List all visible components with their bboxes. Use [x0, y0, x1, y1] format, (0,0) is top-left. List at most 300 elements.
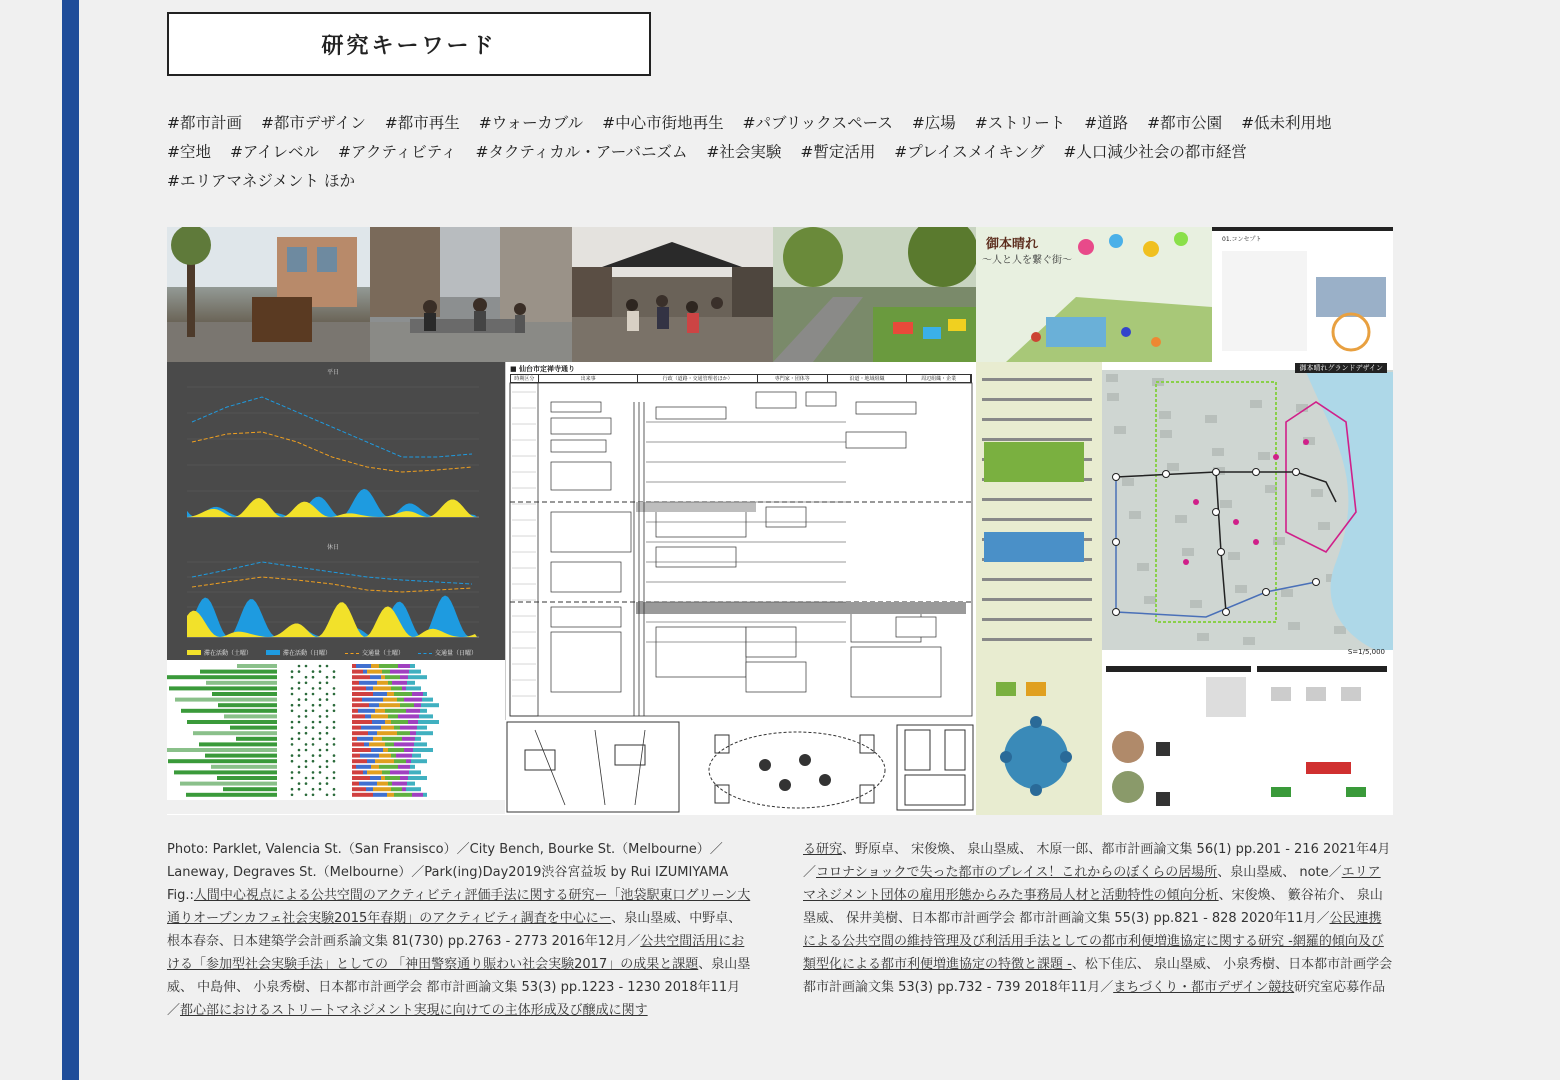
paper-link-5[interactable]: エリアマネジメント団体の雇用形態からみた事務局人材と活動特性の傾向分析 — [803, 865, 1381, 903]
matrix-dot — [298, 738, 301, 741]
stacked-bar-segment — [398, 765, 410, 769]
green-bar — [237, 664, 277, 668]
map-node — [1113, 609, 1120, 616]
stacked-bar-segment — [373, 737, 382, 741]
map-block — [1288, 622, 1300, 630]
matrix-dot — [312, 794, 315, 797]
keyword-tag: #アイレベル — [229, 143, 320, 161]
stacked-bar-segment — [367, 670, 382, 674]
matrix-dot — [298, 766, 301, 769]
green-bar — [200, 670, 277, 674]
stacked-bar-segment — [392, 782, 407, 786]
map-side-text — [982, 418, 1092, 421]
map-side-figure — [984, 442, 1084, 482]
map-block — [1137, 563, 1149, 571]
keyword-tag: #社会実験 — [706, 143, 782, 161]
stacked-bar-segment — [372, 720, 385, 724]
stacked-bar-segment — [359, 782, 377, 786]
stacked-bar-segment — [421, 703, 439, 707]
matrix-dot — [312, 726, 315, 729]
timeline-box — [806, 392, 836, 406]
map-block — [1212, 448, 1224, 456]
stacked-bar-segment — [352, 670, 363, 674]
matrix-dot — [305, 782, 308, 785]
stacked-bar-segment — [359, 681, 377, 685]
green-bar — [224, 714, 277, 718]
map-block — [1159, 411, 1171, 419]
stacked-bar-segment — [352, 709, 358, 713]
photo-city-bench-scene — [370, 227, 572, 362]
matrix-dot — [305, 682, 308, 685]
matrix-dot — [319, 698, 322, 701]
chart-legend — [187, 648, 477, 657]
matrix-dot — [291, 794, 294, 797]
matrix-dot — [291, 693, 294, 696]
map-node — [1213, 509, 1220, 516]
stacked-bar-segment — [406, 709, 420, 713]
map-block — [1220, 500, 1232, 508]
stacked-bar-segment — [388, 748, 404, 752]
stacked-bar-segment — [415, 737, 421, 741]
activity-area — [187, 489, 477, 517]
keyword-tag: #道路 — [1084, 114, 1129, 132]
stacked-bar-segment — [391, 787, 402, 791]
matrix-dot — [305, 693, 308, 696]
stacked-bar-segment — [385, 720, 391, 724]
stacked-bar-segment — [383, 748, 388, 752]
stacked-bar-segment — [379, 664, 398, 668]
stacked-bar-segment — [373, 787, 391, 791]
timeline-box — [551, 462, 611, 490]
matrix-dot — [319, 682, 322, 685]
map-side-text — [982, 518, 1092, 521]
poster-title: 御本晴れ — [986, 237, 1039, 252]
matrix-dot — [298, 721, 301, 724]
matrix-dot — [333, 721, 336, 724]
matrix-dot — [333, 670, 336, 673]
matrix-dot — [326, 732, 329, 735]
map-block — [1129, 511, 1141, 519]
traffic-line-sunday — [192, 397, 472, 457]
map-node — [1213, 469, 1220, 476]
stacked-bar-segment — [406, 787, 421, 791]
map-node — [1218, 549, 1225, 556]
matrix-footer — [167, 800, 505, 814]
stacked-bar-segment — [361, 726, 381, 730]
matrix-dot — [305, 749, 308, 752]
matrix-dot — [319, 754, 322, 757]
map-poi — [1273, 454, 1279, 460]
poster-subtitle: 〜人と人を繋ぐ街〜 — [982, 255, 1072, 266]
map-node — [1263, 589, 1270, 596]
keyword-tag: #都市公園 — [1147, 114, 1223, 132]
stacked-bar-segment — [400, 776, 408, 780]
matrix-dot — [298, 698, 301, 701]
stacked-bar-segment — [352, 765, 356, 769]
matrix-dot — [305, 715, 308, 718]
stacked-bar-segment — [400, 726, 417, 730]
paper-meta-6: 、松下佳広、 泉山塁威、 小泉秀樹、日本都市計画学会 都市計画論文集 53(3) pp.732 - 739 2018年11月／ — [803, 957, 1393, 995]
stacked-bar-segment — [382, 670, 390, 674]
map-side-text — [982, 598, 1092, 601]
timeline-box — [551, 562, 621, 592]
stacked-bar-segment — [388, 681, 392, 685]
map-block — [1144, 596, 1156, 604]
green-bar — [205, 754, 277, 758]
matrix-dot — [333, 710, 336, 713]
stacked-bar-segment — [412, 692, 423, 696]
stacked-bar-segment — [385, 709, 406, 713]
keyword-tag: #パブリックスペース — [742, 114, 893, 132]
paper-link-3[interactable]: 都心部におけるストリートマネジメント実現に向けての主体形成及び醸成に関す — [180, 1003, 648, 1018]
stacked-bar-segment — [352, 720, 372, 724]
matrix-dot — [312, 670, 315, 673]
paper-meta-3: 、野原卓、 宋俊煥、 泉山塁威、 木原一郎、都市計画論文集 56(1) pp.201 - 216 2021年4月／ — [803, 842, 1391, 880]
map-node — [1253, 469, 1260, 476]
paper-meta-2: 、泉山塁威、 中島伸、 小泉秀樹、日本都市計画学会 都市計画論文集 53(3) pp.1223 - 1230 2018年11月 ／ — [167, 957, 751, 1018]
matrix-dot — [298, 687, 301, 690]
stacked-bar-segment — [352, 754, 360, 758]
matrix-dot — [326, 693, 329, 696]
matrix-dot — [333, 760, 336, 763]
matrix-dot — [298, 670, 301, 673]
poster-concept-graphic — [976, 227, 1393, 362]
matrix-dot — [312, 721, 315, 724]
stacked-bar-segment — [379, 703, 400, 707]
paper-link-1[interactable]: 人間中心視点による公共空間のアクティビティ評価手法に関する研究ー「池袋駅東口グリーン大通りオープンカフェ社会実験2015年春期」のアクティビティ調査を中心にー — [167, 888, 751, 926]
figure-caption-left — [167, 838, 752, 1022]
green-bar — [212, 692, 277, 696]
stacked-bar-segment — [352, 748, 371, 752]
keyword-tag: #都市再生 — [384, 114, 460, 132]
green-bar — [223, 787, 277, 791]
matrix-dot — [326, 760, 329, 763]
timeline-header-cell: 周辺組織・企業 — [907, 375, 971, 382]
map-block — [1311, 489, 1323, 497]
timeline-header-cell: 出来事 — [539, 375, 639, 382]
keyword-tag: #広場 — [911, 114, 956, 132]
stacked-bar-segment — [400, 703, 414, 707]
green-bar — [180, 782, 277, 786]
matrix-dot — [333, 704, 336, 707]
map-block — [1122, 478, 1134, 486]
keyword-tag: #暫定活用 — [800, 143, 876, 161]
stacked-bar-segment — [373, 692, 387, 696]
photo-credit: Photo: Parklet, Valencia St.（San Fransisco）／City Bench, Bourke St.（Melbourne）／Laneway, Degraves St.（Melbourne）／Park(ing)Day2019渋谷宮益坂 by Rui IZUMIYAMA — [167, 842, 729, 880]
stacked-bar-segment — [390, 670, 409, 674]
map-poi — [1303, 439, 1309, 445]
stacked-bar-segment — [385, 742, 394, 746]
stacked-bar-segment — [419, 714, 433, 718]
matrix-dot — [291, 676, 294, 679]
matrix-dot — [312, 743, 315, 746]
chart-holiday-label: 休日 — [327, 544, 340, 551]
stacked-bar-segment — [413, 748, 433, 752]
stacked-bar-segment — [385, 675, 400, 679]
timeline-box — [551, 402, 601, 412]
matrix-dot — [319, 732, 322, 735]
stacked-bar-segment — [397, 731, 410, 735]
map-side-text — [982, 578, 1092, 581]
matrix-dot — [319, 788, 322, 791]
matrix-dot — [298, 754, 301, 757]
map-block — [1205, 415, 1217, 423]
matrix-dot — [312, 760, 315, 763]
stacked-bar-segment — [382, 770, 390, 774]
matrix-dot — [319, 771, 322, 774]
note-meta: 、泉山塁威、 note／ — [1217, 865, 1342, 880]
stacked-bar-segment — [396, 754, 412, 758]
stacked-bar-segment — [360, 754, 379, 758]
timeline-diagram — [505, 362, 976, 720]
stacked-bar-segment — [412, 754, 421, 758]
keyword-tag: #都市計画 — [167, 114, 242, 132]
matrix-dot — [305, 698, 308, 701]
stacked-bar-segment — [368, 731, 377, 735]
map-side-text — [982, 398, 1092, 401]
green-bar — [169, 686, 277, 690]
matrix-dot — [291, 738, 294, 741]
matrix-dot — [312, 754, 315, 757]
matrix-dot — [291, 726, 294, 729]
poster-detail-panels-svg — [976, 662, 1393, 815]
timeline-box — [656, 407, 726, 419]
map-node — [1223, 609, 1230, 616]
stacked-bar-segment — [352, 726, 361, 730]
matrix-dot — [333, 693, 336, 696]
matrix-dot — [333, 687, 336, 690]
matrix-dot — [326, 743, 329, 746]
map-poi — [1233, 519, 1239, 525]
stacked-bar-segment — [404, 698, 422, 702]
stacked-bar-segment — [409, 770, 421, 774]
stacked-bar-segment — [408, 675, 427, 679]
matrix-dot — [319, 665, 322, 668]
matrix-dot — [291, 788, 294, 791]
map-block — [1273, 537, 1285, 545]
keyword-tag: #人口減少社会の都市経営 — [1063, 143, 1247, 161]
timeline-header-cell: 沿道・地域組織 — [828, 375, 908, 382]
matrix-dot — [291, 670, 294, 673]
matrix-dot — [319, 782, 322, 785]
keyword-list — [167, 109, 1392, 196]
map-block — [1318, 522, 1330, 530]
green-bar — [167, 675, 277, 679]
stacked-bar-segment — [352, 782, 359, 786]
matrix-dot — [333, 738, 336, 741]
stacked-bar-segment — [406, 686, 421, 690]
stacked-bar-segment — [370, 675, 381, 679]
map-side-text — [982, 638, 1092, 641]
stacked-bar-segment — [394, 742, 414, 746]
green-bar — [230, 726, 277, 730]
matrix-dot — [326, 715, 329, 718]
green-bar — [187, 720, 277, 724]
green-bar — [218, 703, 277, 707]
map-block — [1114, 426, 1126, 434]
competition-link[interactable]: まちづくり・都市デザイン競技 — [1113, 980, 1295, 995]
green-bar — [236, 737, 277, 741]
stacked-bar-segment — [406, 759, 411, 763]
stacked-bar-segment — [377, 731, 397, 735]
matrix-dot — [298, 771, 301, 774]
legend-item: 滞在活動（土曜） — [187, 648, 252, 657]
timeline-box — [766, 507, 806, 527]
poster-concept-label: 01.コンセプト — [1222, 236, 1262, 243]
matrix-dot — [305, 760, 308, 763]
research-figure — [167, 227, 1393, 815]
timeline-box — [656, 547, 736, 567]
stacked-bar-segment — [379, 754, 391, 758]
timeline-band — [636, 602, 966, 614]
left-accent-bar — [62, 0, 79, 1080]
matrix-dot — [326, 682, 329, 685]
keyword-tag: #低未利用地 — [1241, 114, 1332, 132]
stacked-bar-segment — [356, 765, 371, 769]
timeline-box — [846, 432, 906, 448]
matrix-dot — [333, 771, 336, 774]
matrix-dot — [298, 788, 301, 791]
map-node — [1163, 471, 1170, 478]
stacked-bar-segment — [371, 765, 379, 769]
stacked-bar-segment — [404, 748, 413, 752]
map-node — [1293, 469, 1300, 476]
stacked-bar-segment — [371, 714, 388, 718]
keyword-tag: #ウォーカブル — [478, 114, 584, 132]
stacked-bar-segment — [414, 703, 421, 707]
timeline-box — [551, 418, 611, 434]
stacked-bar-segment — [410, 731, 416, 735]
map-block — [1197, 633, 1209, 641]
stacked-bar-segment — [423, 793, 427, 797]
green-bar — [186, 793, 277, 797]
scale-label: S=1/5,000 — [1347, 648, 1385, 656]
map-side-figure — [984, 532, 1084, 562]
stacked-bar-segment — [370, 776, 381, 780]
timeline-box — [551, 440, 606, 452]
stacked-bar-segment — [381, 675, 385, 679]
matrix-dot — [319, 704, 322, 707]
map-side-text — [982, 618, 1092, 621]
matrix-dot — [312, 771, 315, 774]
stacked-bar-segment — [377, 681, 388, 685]
matrix-dot — [326, 676, 329, 679]
matrix-dot — [312, 777, 315, 780]
stacked-bar-segment — [394, 726, 400, 730]
matrix-dot — [333, 754, 336, 757]
matrix-dot — [298, 782, 301, 785]
matrix-dot — [291, 687, 294, 690]
stacked-bar-segment — [397, 698, 404, 702]
stacked-bar-segment — [408, 720, 418, 724]
paper-link-3-cont[interactable]: る研究 — [803, 842, 843, 857]
stacked-bar-segment — [381, 726, 394, 730]
green-bar — [174, 770, 277, 774]
stacked-bar-segment — [392, 681, 407, 685]
stacked-bar-segment — [390, 770, 409, 774]
stacked-bar-segment — [422, 698, 433, 702]
photo-laneway — [572, 227, 773, 362]
keyword-tag: #エリアマネジメント ほか — [167, 172, 355, 190]
poster-concept — [976, 227, 1393, 362]
stacked-bar-segment — [352, 737, 357, 741]
matrix-dot — [312, 710, 315, 713]
traffic-line-saturday — [192, 577, 472, 592]
matrix-dot — [305, 794, 308, 797]
photo-parklet — [167, 227, 370, 362]
matrix-dot — [291, 704, 294, 707]
green-bar — [175, 698, 277, 702]
matrix-dot — [298, 704, 301, 707]
matrix-dot — [298, 682, 301, 685]
stacked-bar-segment — [352, 692, 373, 696]
matrix-dot — [291, 777, 294, 780]
keyword-tag: #空地 — [167, 143, 211, 161]
stacked-bar-segment — [409, 670, 421, 674]
stacked-bar-segment — [352, 714, 365, 718]
note-link[interactable]: コロナショックで失った都市のプレイス！これからのぼくらの居場所 — [816, 865, 1218, 880]
map-block — [1167, 463, 1179, 471]
paper-link-2[interactable]: 公共空間活用における「参加型社会実験手法」としての 「神田警察通り賑わい社会実験2017」の成果と課題 — [167, 934, 745, 972]
stacked-bar-segment — [388, 714, 398, 718]
stacked-bar-segment — [366, 787, 373, 791]
stacked-bar-segment — [418, 720, 439, 724]
matrix-dot — [312, 687, 315, 690]
stacked-bar-segment — [394, 759, 406, 763]
map-block — [1160, 430, 1172, 438]
stacked-bar-segment — [402, 686, 406, 690]
matrix-dot — [291, 771, 294, 774]
matrix-dot — [291, 760, 294, 763]
matrix-dot — [305, 665, 308, 668]
stacked-bar-segment — [362, 698, 383, 702]
stacked-bar-segment — [352, 770, 363, 774]
matrix-dot — [305, 766, 308, 769]
matrix-dot — [333, 676, 336, 679]
timeline-box — [551, 607, 621, 627]
stacked-bar-segment — [352, 664, 356, 668]
grand-design-map — [976, 362, 1393, 662]
paper-link-6[interactable]: 公民連携による公共空間の維持管理及び利活用手法としての都市利便増進協定に関する研究 -網羅的傾向及び類型化による都市利便増進協定の特徴と課題 - — [803, 911, 1384, 972]
keyword-tag: #プレイスメイキング — [894, 143, 1045, 161]
timeline-box — [851, 647, 941, 697]
stacked-bar-segment — [383, 698, 397, 702]
matrix-dot — [291, 710, 294, 713]
stacked-bar-segment — [391, 720, 408, 724]
paper-meta-1: 、泉山塁威、中野卓、 根本春奈、日本建築学会計画系論文集 81(730) pp.2763 - 2773 2016年12月／ — [167, 911, 742, 949]
stacked-bar-segment — [357, 737, 373, 741]
map-side-text — [982, 498, 1092, 501]
stacked-bar-segment — [417, 726, 427, 730]
map-block — [1228, 552, 1240, 560]
stacked-bar-segment — [352, 787, 366, 791]
stacked-bar-segment — [411, 759, 427, 763]
stacked-bar-segment — [414, 742, 427, 746]
timeline-header-cell: 専門家・団体等 — [758, 375, 828, 382]
matrix-dot — [305, 743, 308, 746]
keyword-tag: #タクティカル・アーバニズム — [475, 143, 688, 161]
matrix-dot — [333, 794, 336, 797]
map-block — [1281, 589, 1293, 597]
stacked-bar-segment — [358, 709, 375, 713]
stacked-bar-segment — [377, 782, 388, 786]
matrix-dot — [319, 721, 322, 724]
map-node — [1313, 579, 1320, 586]
stacked-bar-segment — [352, 793, 373, 797]
map-block — [1107, 393, 1119, 401]
map-node — [1113, 539, 1120, 546]
matrix-dot — [319, 687, 322, 690]
